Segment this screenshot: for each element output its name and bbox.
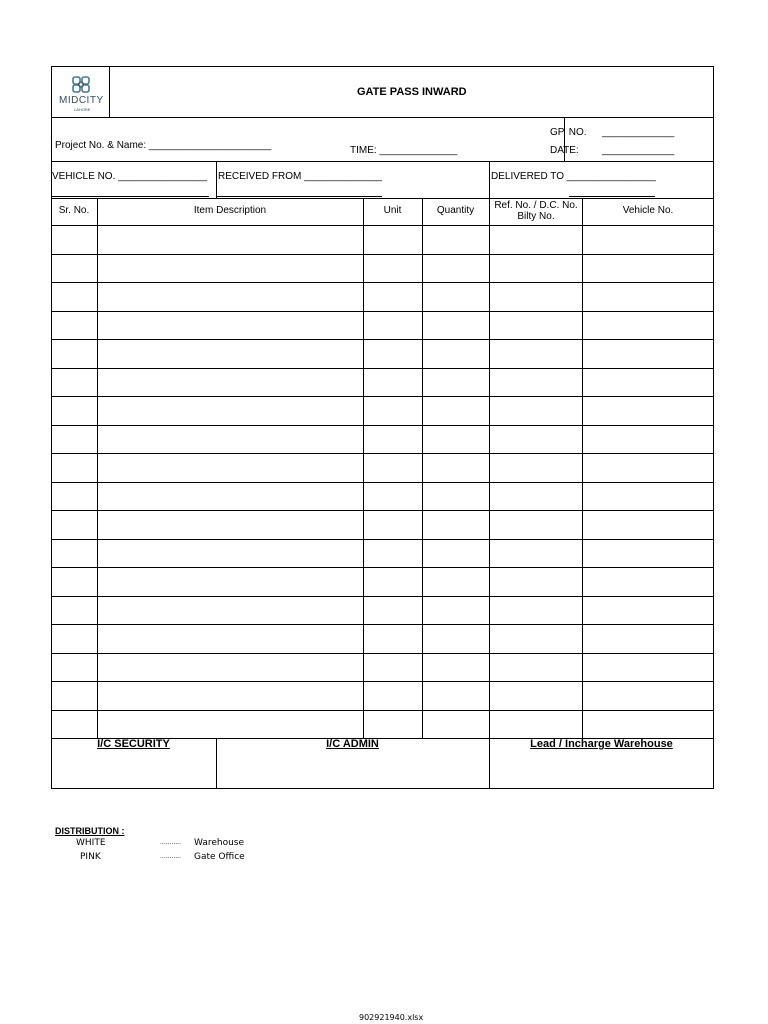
table-row-line xyxy=(51,311,714,312)
vehicle-divider xyxy=(216,161,217,198)
col-line-5 xyxy=(582,198,583,738)
received-divider xyxy=(489,161,490,198)
admin-signature-label: I/C ADMIN xyxy=(326,738,379,750)
col-line-2 xyxy=(363,198,364,738)
table-row-line xyxy=(51,653,714,654)
midcity-logo xyxy=(56,74,106,114)
table-row-line xyxy=(51,567,714,568)
table-row-line xyxy=(51,539,714,540)
received-from-field: RECEIVED FROM ______________ xyxy=(218,171,382,182)
time-field: TIME: ______________ xyxy=(350,145,458,156)
table-row-line xyxy=(51,254,714,255)
logo-divider xyxy=(109,66,110,118)
vehicle-underline-2 xyxy=(216,196,382,197)
table-row-line xyxy=(51,225,714,226)
col-header-sr-no: Sr. No. xyxy=(58,205,90,216)
midcity-logo-icon xyxy=(56,74,106,94)
distribution-dots-pink: ........... xyxy=(160,853,181,860)
project-field: Project No. & Name: ______________________ xyxy=(55,140,272,151)
gp-no-line: _____________ xyxy=(602,127,675,138)
table-row-line xyxy=(51,396,714,397)
security-signature-label: I/C SECURITY xyxy=(97,738,170,750)
table-row-line xyxy=(51,482,714,483)
col-header-unit: Unit xyxy=(383,205,402,216)
gp-no-label: GP. NO. xyxy=(550,127,587,138)
vehicle-row-bottom-line xyxy=(51,198,714,199)
table-row-line xyxy=(51,510,714,511)
distribution-dots-white: ........... xyxy=(160,839,181,846)
col-header-vehicle-no: Vehicle No. xyxy=(622,205,674,216)
date-label: DATE: xyxy=(550,145,579,156)
vehicle-no-field: VEHICLE NO. ________________ xyxy=(52,171,208,182)
distribution-copy-white: WHITE xyxy=(76,838,106,848)
footer-filename: 902921940.xlsx xyxy=(359,1013,424,1022)
vehicle-underline-1 xyxy=(51,196,209,197)
title-bottom-line xyxy=(51,117,714,118)
table-row-line xyxy=(51,282,714,283)
vehicle-underline-3 xyxy=(569,196,655,197)
col-line-3 xyxy=(422,198,423,738)
table-row-line xyxy=(51,453,714,454)
col-line-4 xyxy=(489,198,490,738)
table-row-line xyxy=(51,425,714,426)
table-row-line xyxy=(51,368,714,369)
col-line-1 xyxy=(97,198,98,738)
col-header-item-description: Item Description xyxy=(193,205,267,216)
table-row-line xyxy=(51,339,714,340)
delivered-to-field: DELIVERED TO ________________ xyxy=(491,171,656,182)
date-line: _____________ xyxy=(602,145,675,156)
distribution-copy-pink: PINK xyxy=(80,852,101,862)
col-header-ref-no: Ref. No. / D.C. No. Bilty No. xyxy=(494,200,578,222)
distribution-dest-gate-office: Gate Office xyxy=(194,852,245,862)
distribution-dest-warehouse: Warehouse xyxy=(194,838,245,848)
form-title: GATE PASS INWARD xyxy=(357,86,467,98)
logo-sub-text: LAHORE xyxy=(74,107,91,112)
table-row-line xyxy=(51,624,714,625)
table-row-line xyxy=(51,710,714,711)
logo-brand-text: MIDCITY xyxy=(59,95,104,106)
warehouse-signature-label: Lead / Incharge Warehouse xyxy=(530,738,673,750)
table-row-line xyxy=(51,596,714,597)
project-row-bottom-line xyxy=(51,161,714,162)
table-row-line xyxy=(51,681,714,682)
col-header-quantity: Quantity xyxy=(436,205,475,216)
distribution-heading: DISTRIBUTION : xyxy=(55,826,125,836)
